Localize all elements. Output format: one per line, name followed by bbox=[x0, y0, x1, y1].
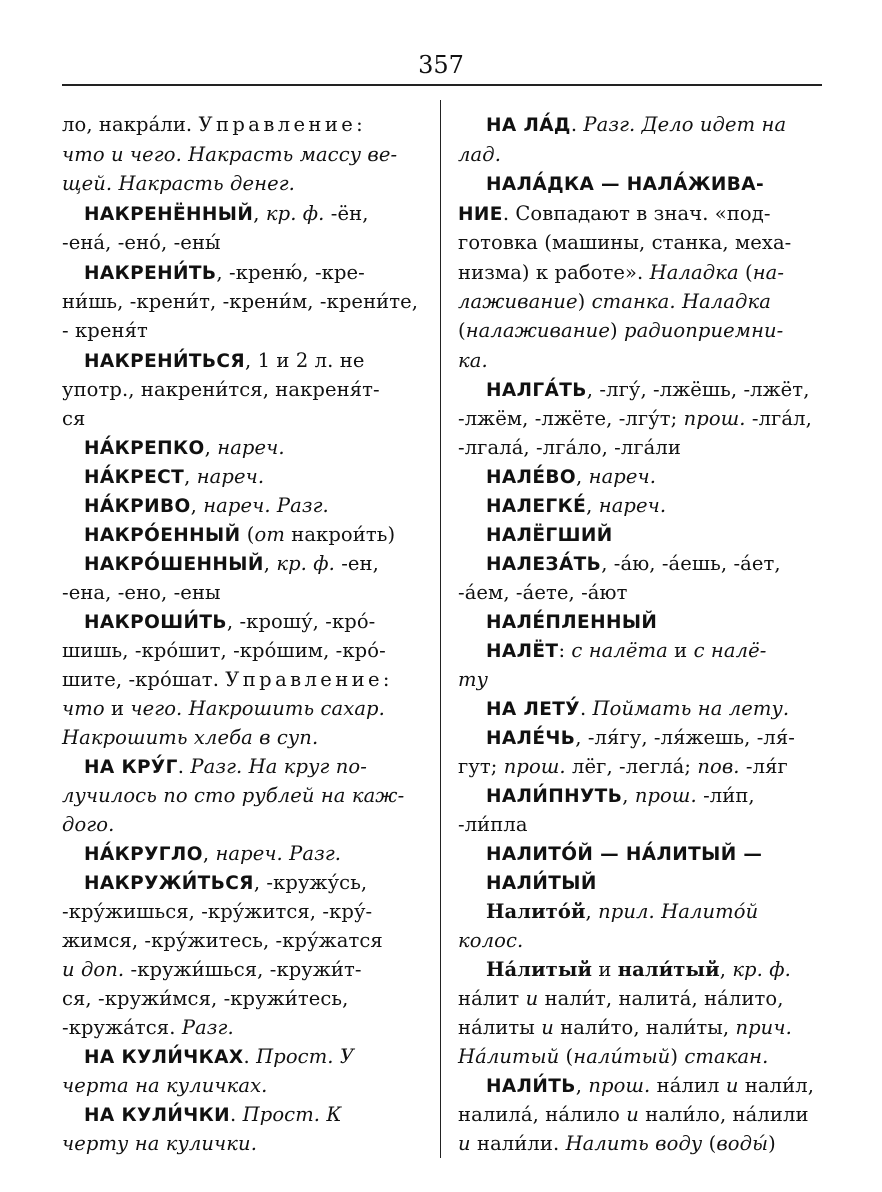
text-run: налила́, на́лило bbox=[458, 1103, 627, 1126]
text-run: воды́ bbox=[716, 1132, 769, 1155]
text-run: -ли́п, bbox=[696, 784, 755, 807]
text-run: Накрошить хлеба в суп. bbox=[62, 726, 319, 749]
text-line bbox=[486, 1073, 814, 1100]
text-run: станка. Наладка bbox=[591, 290, 771, 313]
text-line bbox=[458, 289, 771, 315]
text-run: прош. bbox=[503, 755, 566, 778]
headword: НАКРУЖИ́ТЬСЯ bbox=[84, 873, 254, 894]
text-run: , bbox=[576, 465, 589, 488]
text-line bbox=[62, 696, 385, 722]
text-run: колос. bbox=[458, 929, 524, 952]
text-line bbox=[62, 171, 295, 197]
text-run: Поймать на лету. bbox=[592, 697, 790, 720]
text-run: кр. ф. bbox=[276, 552, 335, 575]
text-run: . Совпадают в знач. «под- bbox=[502, 202, 771, 225]
text-line bbox=[84, 464, 264, 491]
text-run: и bbox=[725, 1074, 739, 1097]
headword: НА́КРЕСТ bbox=[84, 467, 185, 488]
text-run: гут; bbox=[458, 755, 504, 778]
text-run: На́литый bbox=[486, 958, 593, 981]
text-run: нали́то, нали́ты, bbox=[553, 1016, 736, 1039]
text-line bbox=[458, 667, 488, 693]
text-line bbox=[84, 551, 379, 578]
text-run: Налито́й bbox=[486, 900, 586, 923]
text-line bbox=[486, 522, 613, 549]
text-line bbox=[84, 260, 365, 287]
text-line bbox=[458, 142, 501, 168]
headword: НАКРОШИ́ТЬ bbox=[84, 612, 227, 633]
text-run: -кру́жишься, -кру́жится, -кру́- bbox=[62, 900, 373, 923]
text-run: Прост. К bbox=[242, 1103, 342, 1126]
text-line bbox=[62, 725, 318, 751]
text-line bbox=[486, 112, 786, 139]
text-line bbox=[486, 609, 657, 636]
text-run: шишь, -кро́шит, -кро́шим, -кро́- bbox=[62, 639, 386, 662]
text-run: нали́ли. bbox=[470, 1132, 566, 1155]
text-run: , -а́ю, -а́ешь, -а́ет, bbox=[601, 552, 781, 575]
text-run: что и чего. Накрасть массу ве- bbox=[62, 143, 398, 166]
headword: НА КУЛИ́ЧКИ bbox=[84, 1105, 231, 1126]
text-line bbox=[458, 260, 784, 286]
text-run: ло, накра́ли. bbox=[62, 113, 199, 136]
text-run: -кружа́тся. bbox=[62, 1016, 182, 1039]
text-run: ( bbox=[458, 319, 466, 342]
text-line bbox=[84, 1102, 342, 1129]
text-run: и bbox=[525, 987, 539, 1010]
text-run: нали́т, налита́, на́лито, bbox=[538, 987, 784, 1010]
text-run: на́литы bbox=[458, 1016, 542, 1039]
text-run: щей. Накрасть денег. bbox=[62, 172, 295, 195]
text-line bbox=[84, 435, 285, 462]
text-run: , bbox=[263, 552, 277, 575]
headword: НАЛЕЗА́ТЬ bbox=[486, 554, 602, 575]
headword: НАЛЁТ bbox=[486, 641, 559, 662]
headword: НАЛИ́ТЫЙ bbox=[486, 873, 597, 894]
text-run: лёг, -легла́; bbox=[565, 755, 698, 778]
text-run: нареч. bbox=[598, 494, 667, 517]
text-line bbox=[62, 1131, 257, 1157]
text-run: употр., накрени́тся, накреня́т- bbox=[62, 378, 380, 401]
text-line bbox=[458, 1102, 809, 1128]
text-run: ) bbox=[670, 1045, 685, 1068]
headword: НАКРЕНИ́ТЬ bbox=[84, 263, 217, 284]
text-line bbox=[486, 493, 666, 520]
page-number: 357 bbox=[418, 51, 464, 79]
text-line bbox=[486, 464, 656, 491]
headword: НАКРО́ШЕННЫЙ bbox=[84, 554, 264, 575]
text-run: ту bbox=[458, 668, 489, 691]
text-run: и bbox=[592, 958, 618, 981]
text-run: низма) к работе». bbox=[458, 261, 650, 284]
text-line bbox=[458, 318, 783, 344]
headword: НАЛЕ́ПЛЕННЫЙ bbox=[486, 612, 658, 633]
text-run: -а́ем, -а́ете, -а́ют bbox=[458, 581, 628, 604]
text-run: прош. bbox=[634, 784, 697, 807]
text-run: и bbox=[104, 697, 131, 720]
text-run: и bbox=[541, 1016, 554, 1039]
text-run: нали́тый bbox=[573, 1045, 671, 1068]
text-line bbox=[486, 841, 762, 868]
text-run: Наладка bbox=[649, 261, 739, 284]
text-line bbox=[84, 348, 364, 375]
headword: НАКРО́ЕННЫЙ bbox=[84, 525, 241, 546]
text-run: прил. Налито́й bbox=[598, 900, 759, 923]
headword: НА КУЛИ́ЧКАХ bbox=[84, 1047, 244, 1068]
text-run: и bbox=[626, 1103, 639, 1126]
text-run: ) bbox=[577, 290, 592, 313]
text-run: , bbox=[585, 900, 599, 923]
text-run: на- bbox=[752, 261, 785, 284]
text-run: . bbox=[570, 113, 584, 136]
text-run: лучилось по сто рублей на каж- bbox=[62, 784, 405, 807]
text-run: , 1 и 2 л. не bbox=[245, 349, 365, 372]
text-line bbox=[486, 638, 766, 665]
headword: НАЛЕ́ЧЬ bbox=[486, 728, 576, 749]
text-run: Управление: bbox=[225, 668, 393, 691]
headword: НАЛИ́ПНУТЬ bbox=[486, 786, 623, 807]
text-run: Разг. bbox=[181, 1016, 234, 1039]
headword: НАКРЕНЁННЫЙ bbox=[84, 204, 254, 225]
text-line bbox=[458, 348, 488, 374]
text-line bbox=[62, 899, 372, 925]
headword: НА́КРИВО bbox=[84, 496, 191, 517]
text-run: ка. bbox=[458, 349, 488, 372]
header-rule bbox=[62, 84, 822, 86]
text-line bbox=[62, 580, 221, 606]
text-run: , -ля́гу, -ля́жешь, -ля́- bbox=[575, 726, 795, 749]
text-run: , bbox=[253, 202, 266, 225]
text-line bbox=[84, 493, 329, 520]
text-line bbox=[62, 783, 404, 809]
text-line bbox=[62, 928, 383, 954]
text-run: и доп. bbox=[62, 958, 125, 981]
text-run: кр. ф. bbox=[732, 958, 791, 981]
text-line bbox=[486, 957, 791, 983]
headword: НАЛГА́ТЬ bbox=[486, 380, 587, 401]
text-run: прош. bbox=[588, 1074, 651, 1097]
text-line bbox=[62, 667, 393, 693]
text-run: на́лит bbox=[458, 987, 526, 1010]
text-run: -ена́, -ено́, -ены́ bbox=[62, 231, 221, 254]
text-run: с налё- bbox=[693, 639, 767, 662]
text-line bbox=[486, 551, 781, 578]
text-run: , bbox=[719, 958, 733, 981]
headword: НА ЛА́Д bbox=[486, 115, 571, 136]
text-run: черта на куличках. bbox=[62, 1074, 268, 1097]
text-run: . bbox=[177, 755, 191, 778]
text-run: Прост. У bbox=[256, 1045, 355, 1068]
text-line bbox=[458, 201, 771, 228]
text-run: нареч. bbox=[588, 465, 657, 488]
headword: НА́КРУГЛО bbox=[84, 844, 203, 865]
text-run: На́литый bbox=[458, 1045, 560, 1068]
text-line bbox=[62, 377, 380, 403]
text-line bbox=[486, 696, 789, 723]
text-line bbox=[486, 377, 810, 404]
text-run: от bbox=[254, 523, 285, 546]
headword: НАЛА́ДКА — НАЛА́ЖИВА- bbox=[486, 174, 765, 195]
text-line bbox=[486, 899, 758, 925]
text-run: Управление: bbox=[198, 113, 367, 136]
text-run: , bbox=[190, 494, 204, 517]
text-run: -ен, bbox=[334, 552, 379, 575]
text-line bbox=[62, 289, 418, 315]
headword: НАЛЕГКЕ́ bbox=[486, 496, 587, 517]
text-line bbox=[62, 142, 397, 168]
text-run: чего. Накрошить сахар. bbox=[130, 697, 385, 720]
text-run: , -кружу́сь, bbox=[253, 871, 368, 894]
text-run: -кружи́шься, -кружи́т- bbox=[124, 958, 362, 981]
text-line bbox=[486, 171, 764, 198]
text-run: ( bbox=[240, 523, 255, 546]
text-run: радиоприемни- bbox=[624, 319, 784, 342]
text-run: готовка (машины, станка, меха- bbox=[458, 231, 792, 254]
text-line bbox=[458, 1015, 792, 1041]
text-run: -лга́л, bbox=[745, 407, 812, 430]
text-line bbox=[62, 1073, 267, 1099]
text-line bbox=[458, 986, 784, 1012]
text-line bbox=[458, 580, 627, 606]
text-run: , bbox=[204, 436, 218, 459]
text-line bbox=[84, 522, 395, 549]
headword: НА ЛЕТУ́ bbox=[486, 699, 580, 720]
text-line bbox=[486, 783, 755, 810]
text-run: ся, -кружи́мся, -кружи́тесь, bbox=[62, 987, 349, 1010]
headword: НИЕ bbox=[458, 204, 503, 225]
text-run: что bbox=[62, 697, 105, 720]
text-line bbox=[458, 1131, 776, 1157]
text-line bbox=[486, 870, 597, 897]
text-run: дого. bbox=[62, 813, 115, 836]
text-run: с налёта bbox=[571, 639, 668, 662]
text-line bbox=[84, 1044, 354, 1071]
text-run: -ён, bbox=[324, 202, 369, 225]
text-run: ся bbox=[62, 407, 86, 430]
text-line bbox=[62, 986, 348, 1012]
text-run: и bbox=[667, 639, 694, 662]
text-line bbox=[84, 841, 341, 868]
text-line bbox=[62, 406, 85, 432]
text-line bbox=[486, 725, 795, 752]
text-run: прош. bbox=[683, 407, 746, 430]
headword: НАЛЁГШИЙ bbox=[486, 525, 613, 546]
headword: НА КРУ́Г bbox=[84, 757, 178, 778]
text-run: , bbox=[575, 1074, 589, 1097]
text-run: , bbox=[184, 465, 197, 488]
text-run: ( bbox=[559, 1045, 574, 1068]
text-run: Разг. На круг по- bbox=[190, 755, 367, 778]
text-line bbox=[84, 201, 369, 228]
text-line bbox=[458, 435, 681, 461]
text-run: , -крошу́, -кро́- bbox=[226, 610, 376, 633]
text-line bbox=[458, 230, 791, 256]
text-line bbox=[458, 1044, 768, 1070]
text-run: нали́ло, на́лили bbox=[638, 1103, 809, 1126]
text-run: и bbox=[458, 1132, 471, 1155]
text-run: . bbox=[579, 697, 593, 720]
text-run: , bbox=[622, 784, 635, 807]
text-run: жимся, -кру́житесь, -кру́жатся bbox=[62, 929, 383, 952]
text-run: прич. bbox=[735, 1016, 792, 1039]
text-run: нареч. Разг. bbox=[215, 842, 342, 865]
text-run: налаживание bbox=[465, 319, 610, 342]
text-run: ( bbox=[738, 261, 753, 284]
text-run: шите, -кро́шат. bbox=[62, 668, 226, 691]
text-run: нареч. bbox=[196, 465, 265, 488]
text-line bbox=[458, 812, 528, 838]
text-run: Налить воду bbox=[565, 1132, 703, 1155]
text-run: -ля́г bbox=[739, 755, 788, 778]
text-run: кр. ф. bbox=[265, 202, 325, 225]
text-run: , -креню́, -кре- bbox=[216, 261, 365, 284]
text-run: черту на кулички. bbox=[62, 1132, 257, 1155]
text-line bbox=[62, 318, 148, 344]
text-run: . bbox=[230, 1103, 243, 1126]
text-run: накрои́ть) bbox=[284, 523, 396, 546]
text-line bbox=[458, 928, 523, 954]
text-run: ни́шь, -крени́т, -крени́м, -крени́те, bbox=[62, 290, 419, 313]
text-run: на́лил bbox=[650, 1074, 726, 1097]
text-run: лад. bbox=[458, 143, 501, 166]
text-line bbox=[62, 638, 386, 664]
text-line bbox=[62, 957, 362, 983]
text-run: нали́л, bbox=[738, 1074, 815, 1097]
text-run: . bbox=[243, 1045, 257, 1068]
text-run: : bbox=[558, 639, 572, 662]
text-line bbox=[84, 609, 375, 636]
text-run: , bbox=[202, 842, 216, 865]
headword: НАКРЕНИ́ТЬСЯ bbox=[84, 351, 246, 372]
text-line bbox=[458, 406, 812, 432]
headword: НАЛЕ́ВО bbox=[486, 467, 577, 488]
text-line bbox=[62, 812, 114, 838]
headword: НАЛИТО́Й — НА́ЛИТЫЙ — bbox=[486, 844, 763, 865]
text-run: ) bbox=[609, 319, 624, 342]
text-run: -лгала́, -лга́ло, -лга́ли bbox=[458, 436, 681, 459]
text-line bbox=[62, 112, 366, 138]
text-run: нареч. bbox=[217, 436, 285, 459]
headword: НАЛИ́ТЬ bbox=[486, 1076, 576, 1097]
text-run: лаживание bbox=[458, 290, 578, 313]
text-run: ) bbox=[768, 1132, 776, 1155]
text-line bbox=[84, 754, 367, 781]
text-line bbox=[62, 230, 221, 256]
text-line bbox=[84, 870, 367, 897]
text-run: -ли́пла bbox=[458, 813, 528, 836]
text-run: , -лгу́, -лжёшь, -лжёт, bbox=[586, 378, 810, 401]
text-run: ( bbox=[702, 1132, 717, 1155]
text-line bbox=[62, 1015, 234, 1041]
text-run: Разг. Дело идет на bbox=[583, 113, 787, 136]
text-line bbox=[458, 754, 788, 780]
text-run: -ена, -ено, -ены bbox=[62, 581, 221, 604]
text-run: нареч. Разг. bbox=[203, 494, 329, 517]
text-run: пов. bbox=[697, 755, 740, 778]
text-run: - креня́т bbox=[62, 319, 148, 342]
headword: НА́КРЕПКО bbox=[84, 438, 205, 459]
text-run: -лжём, -лжёте, -лгу́т; bbox=[458, 407, 684, 430]
text-run: нали́тый bbox=[617, 958, 720, 981]
text-run: , bbox=[586, 494, 599, 517]
text-run: стакан. bbox=[684, 1045, 769, 1068]
column-divider bbox=[440, 100, 441, 1158]
